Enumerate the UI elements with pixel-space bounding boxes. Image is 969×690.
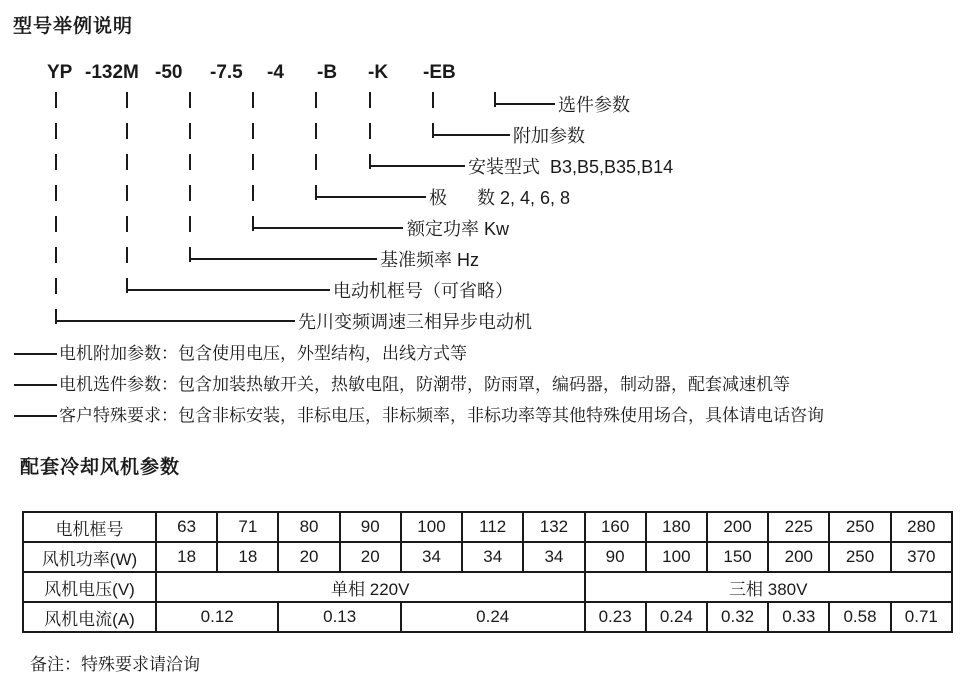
note-additional-params	[14, 344, 467, 364]
connector-vline-freq	[189, 92, 191, 262]
table-cell: 90	[340, 512, 401, 542]
connector-hline-power	[253, 227, 403, 229]
connector-vline-frame	[126, 92, 128, 293]
table-cell: 0.71	[891, 602, 952, 632]
model-code-token-power: -7.5	[210, 62, 243, 83]
table-cell: 112	[462, 512, 523, 542]
table-cell: 200	[768, 542, 829, 572]
table-cell: 250	[829, 512, 890, 542]
row-label-frame: 电机框号	[23, 512, 156, 542]
note-dash-icon	[14, 353, 57, 355]
table-cell: 180	[646, 512, 707, 542]
legend-label-option-params: 选件参数	[558, 95, 630, 115]
table-cell: 0.33	[768, 602, 829, 632]
table-cell: 0.24	[401, 602, 585, 632]
connector-hline-freq	[190, 258, 377, 260]
table-cell: 20	[340, 542, 401, 572]
table-cell: 200	[707, 512, 768, 542]
table-cell: 250	[829, 542, 890, 572]
connector-vline-mount	[369, 92, 371, 169]
connector-hline-extra	[433, 134, 510, 136]
table-cell-single-phase: 单相 220V	[156, 572, 585, 602]
model-code-token-extra: -K	[368, 62, 389, 83]
model-code-token-yp: YP	[47, 62, 73, 83]
legend-label-motor-series: 先川变频调速三相异步电动机	[298, 312, 532, 332]
connector-hline-mount	[370, 165, 465, 167]
table-cell: 90	[585, 542, 646, 572]
connector-vline-yp	[55, 92, 57, 324]
fan-table-section-title: 配套冷却风机参数	[20, 457, 181, 478]
table-cell: 18	[156, 542, 217, 572]
connector-vline-extra	[432, 92, 434, 138]
table-cell: 18	[217, 542, 278, 572]
legend-label-base-frequency: 基准频率 Hz	[380, 250, 479, 270]
table-cell: 34	[401, 542, 462, 572]
table-cell: 132	[523, 512, 584, 542]
note-option-params	[14, 375, 790, 395]
row-label-current: 风机电流(A)	[23, 602, 156, 632]
table-cell: 63	[156, 512, 217, 542]
table-cell: 0.24	[646, 602, 707, 632]
legend-label-mounting-type: 安装型式 B3,B5,B35,B14	[468, 157, 674, 177]
connector-vline-power	[252, 92, 254, 231]
connector-hline-option	[495, 103, 555, 105]
table-cell: 100	[401, 512, 462, 542]
model-code-token-option: -EB	[423, 62, 456, 83]
note-dash-icon	[14, 415, 57, 417]
table-row-frame	[23, 512, 952, 542]
connector-hline-series	[56, 320, 295, 322]
connector-vline-poles	[315, 92, 317, 200]
fan-parameter-table	[22, 511, 953, 633]
table-cell: 34	[523, 542, 584, 572]
table-cell: 80	[278, 512, 339, 542]
table-cell: 370	[891, 542, 952, 572]
table-cell: 20	[278, 542, 339, 572]
legend-label-frame-number: 电动机框号（可省略）	[333, 281, 513, 301]
table-cell: 160	[585, 512, 646, 542]
table-cell: 100	[646, 542, 707, 572]
table-row-current	[23, 602, 952, 632]
table-cell-three-phase: 三相 380V	[585, 572, 952, 602]
note-text: 电机附加参数：包含使用电压，外型结构，出线方式等	[59, 344, 467, 363]
table-cell: 71	[217, 512, 278, 542]
note-text: 客户特殊要求：包含非标安装，非标电压，非标频率，非标功率等其他特殊使用场合，具体请电话咨询	[59, 406, 824, 425]
table-cell: 280	[891, 512, 952, 542]
legend-label-rated-power: 额定功率 Kw	[407, 219, 510, 239]
model-code-token-frame: -132M	[85, 62, 139, 83]
table-cell: 150	[707, 542, 768, 572]
footnote: 备注：特殊要求请洽询	[30, 655, 200, 674]
table-cell: 34	[462, 542, 523, 572]
table-cell: 0.23	[585, 602, 646, 632]
note-text: 电机选件参数：包含加装热敏开关，热敏电阻，防潮带，防雨罩，编码器，制动器，配套减速机等	[59, 375, 790, 394]
table-cell: 0.13	[278, 602, 400, 632]
legend-label-poles: 极 数 2, 4, 6, 8	[429, 188, 571, 208]
model-code-token-freq: -50	[155, 62, 183, 83]
table-cell: 0.12	[156, 602, 278, 632]
table-cell: 0.58	[829, 602, 890, 632]
connector-hline-poles	[316, 196, 426, 198]
table-row-power	[23, 542, 952, 572]
table-row-voltage	[23, 572, 952, 602]
row-label-power: 风机功率(W)	[23, 542, 156, 572]
note-special-requirements	[14, 406, 824, 426]
model-code-token-poles: -4	[267, 62, 284, 83]
table-cell: 0.32	[707, 602, 768, 632]
page-title: 型号举例说明	[13, 16, 134, 37]
legend-label-additional-params: 附加参数	[513, 126, 585, 146]
row-label-voltage: 风机电压(V)	[23, 572, 156, 602]
note-dash-icon	[14, 384, 57, 386]
table-cell: 225	[768, 512, 829, 542]
connector-hline-frame	[127, 289, 330, 291]
model-code-token-mount: -B	[317, 62, 338, 83]
